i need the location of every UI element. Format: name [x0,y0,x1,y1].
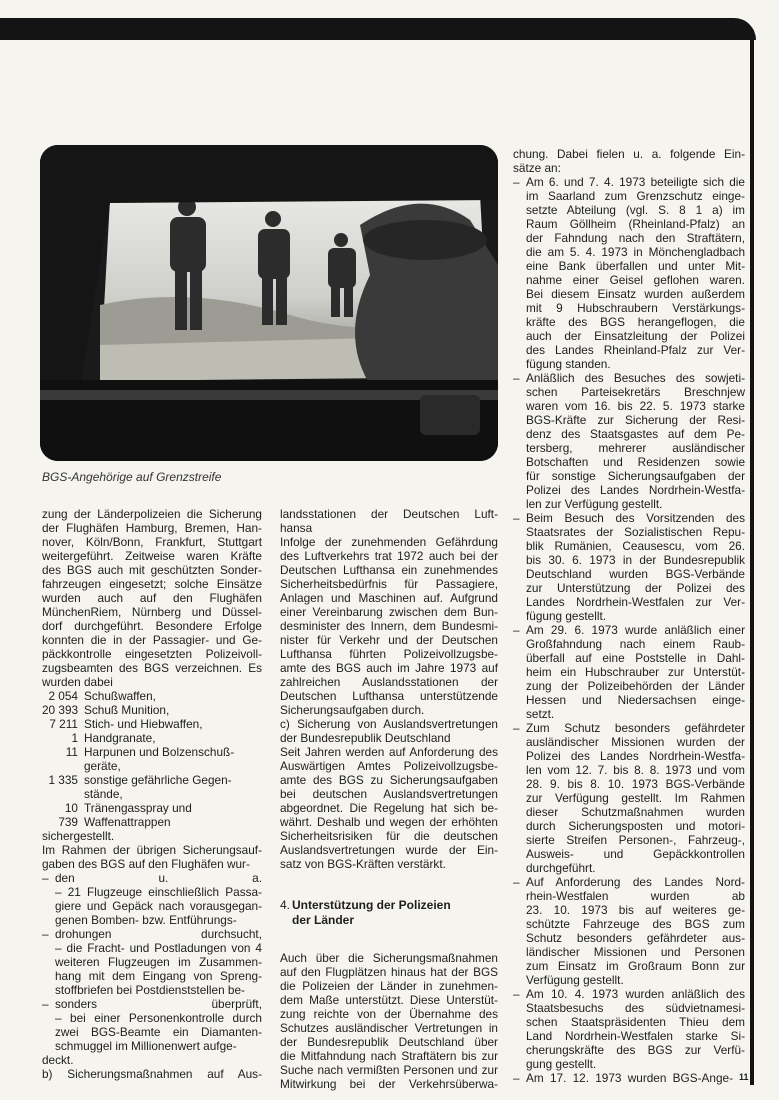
list-item-text: Tränengasspray und [84,801,192,815]
text-line: Polizei des Landes Nordrhein-Westfa- [526,749,745,763]
text-line [42,787,262,801]
text-line [42,997,262,1011]
bullet-dash: – [42,997,49,1011]
text-line: schützte Fahrzeuge des BGS zum [526,917,745,931]
text-line: wurden auch auf den Flughäfen [42,591,262,605]
text-line: im Saarland zum Grenzschutz einge- [526,189,745,203]
text-line: nover, Köln/Bonn, Frankfurt, Stuttgart [42,535,262,549]
text-line: währt. Deshalb und wegen der erhöhten [280,815,498,829]
text-line: – bei einer Personenkontrolle durch [55,1011,262,1025]
list-item-text: sonstige gefährliche Gegen- [84,773,232,787]
text-line: Staatsbesuchs des südvietnamesi- [526,1001,745,1015]
text-line: dem Maße unterstützt. Diese Unterstüt- [280,993,498,1007]
text-line: sätze an: [513,161,561,175]
bullet-dash: – [513,511,520,525]
text-line: hang mit dem Eingang von Spreng- [55,969,262,983]
text-line: fahrzeugen eingesetzt; solche Einsätze [42,577,262,591]
section-heading [280,898,451,928]
text-line: zwei BGS-Beamte ein Diamanten- [55,1025,262,1039]
text-line: – die Fracht- und Postladungen von 4 [55,941,262,955]
text-line: Anlagen und Maschinen auf. Aufgrund [280,591,498,605]
text-line: Deutschen Lufthansa ein zunehmendes [280,563,498,577]
text-line: gaben des BGS auf den Flughäfen wur- [42,857,250,871]
list-item-text: Stich- und Hiebwaffen, [84,717,203,731]
text-line: c) Sicherung von Auslandsvertretungen [280,717,498,731]
text-line [42,815,262,829]
text-line: auf den Flugplätzen hinaus hat der BGS [280,965,498,979]
bullet-dash: – [513,987,520,1001]
text-line: amte des BGS zu Sicherungsaufgaben [280,773,498,787]
text-line: cherungskräfte des BGS zur Verfü- [526,1043,745,1057]
text-line: der Bundesrepublik Deutschland [280,731,451,745]
text-line [42,759,262,773]
text-column-3 [513,147,745,1085]
text-line: zur Unterstützung der Polizei des [526,581,745,595]
text-line: sierte Streifen Personen-, Fahrzeug-, [526,833,745,847]
text-line: der Flughäfen Hamburg, Bremen, Han- [42,521,262,535]
text-line: heim ein Hubschrauber zur Unterstüt- [526,665,745,679]
text-line: dorf durchgeführt. Besondere Erfolge [42,619,262,633]
list-item-text: den u. a. [55,871,262,885]
text-line: der Bundesrepublik Deutschland über [280,1035,498,1049]
text-line: weitergeführt. Zeitweise waren Kräfte [42,549,262,563]
text-line: Lufthansa führten Polizeivollzugsbe- [280,647,498,661]
text-line: Auslandsvertretungen wurde der Ein- [280,843,498,857]
text-line: Im Rahmen der übrigen Sicherungsauf- [42,843,262,857]
list-item-text: Harpunen und Bolzenschuß- [84,745,235,759]
text-line: rhein-Westfalen wurden ab [526,889,745,903]
text-line: die Polizeien der Länder in zunehmen- [280,979,498,993]
bullet-dash: – [513,175,520,189]
list-quantity: 739 [58,815,78,829]
list-quantity: 20 393 [42,703,79,717]
text-line: setzt. [526,707,555,721]
text-line [42,703,262,717]
text-column-2 [280,507,498,871]
text-line [42,717,262,731]
text-line: Bei diesem Einsatz wurden außerdem [526,287,745,301]
text-line: ausländischer Missionen wurden der [526,735,745,749]
list-quantity: 2 054 [48,689,78,703]
text-line [513,511,745,525]
text-line: des Landes Rheinland-Pfalz zur Ver- [526,343,745,357]
text-line [42,871,262,885]
text-line: mit 9 Hubschraubern Verstärkungs- [526,301,745,315]
text-line: zung der Polizeibehörden der Länder [526,679,745,693]
text-line: setzte Abteilung (vgl. S. 8 1 a) im [526,203,745,217]
text-line: Polizei des Landes Nordrhein-Westfa- [526,483,745,497]
text-line: stoffbriefen bei Postdienststellen be- [55,983,245,997]
text-line [42,801,262,815]
text-line: zur Verfügung gestellt. Im Rahmen [526,791,745,805]
list-quantity: 11 [65,745,78,759]
text-line: Deutschen Lufthansa unterstützende [280,689,498,703]
text-line: durchgeführt. [526,861,596,875]
text-line: die Mitfahndung nach Straftätern bis zur [280,1049,498,1063]
text-line: die am 5. 4. 1973 in Mönchengladbach [526,245,745,259]
text-line: len zur Verfügung gestellt. [526,497,663,511]
text-line: Raum Göllheim (Rheinland-Pfalz) an [526,217,745,231]
bullet-dash: – [513,721,520,735]
list-item-text: Auf Anforderung des Landes Nord- [526,875,745,889]
text-line: Suche nach vermißten Personen und zur [280,1063,498,1077]
text-line: landsstationen der Deutschen Luft- [280,507,498,521]
text-line: blik Rumänien, Ceausescu, vom 26. [526,539,745,553]
text-line: fügung gestellt. [526,609,607,623]
text-line: ländischer Missionen und Personen [526,945,745,959]
text-line: gung gestellt. [526,1057,597,1071]
text-line: bis 30. 6. 1973 in der Bundesrepublik [526,553,745,567]
text-line: giere und Gepäck nach vorausgegan- [55,899,262,913]
text-line: sichergestellt. [42,829,115,843]
text-line: Sicherheitsrisiken für die deutschen [280,829,498,843]
text-line: Auswärtigen Amtes Polizeivollzugsbe- [280,759,498,773]
text-line: für sonstige Sicherungsaufgaben der [526,469,745,483]
text-line: Seit Jahren werden auf Anforderung des [280,745,498,759]
list-item-text: Handgranate, [84,731,156,745]
text-line [42,927,262,941]
text-line: weiteren Flugzeugen im Zusammen- [55,955,262,969]
list-item-text: Waffenattrappen [84,815,171,829]
text-line: des BGS auch mit geschützten Sonder- [42,563,262,577]
text-line: zahlreichen Auslandsstationen der [280,675,498,689]
text-line [513,623,745,637]
bullet-dash: – [42,871,49,885]
text-line [42,745,262,759]
text-line: len vom 12. 7. bis 8. 8. 1973 und vom [526,763,745,777]
text-line: Ausweis- und Gepäckkontrollen [526,847,745,861]
text-column-1 [42,507,262,1081]
text-line [42,689,262,703]
text-line [42,731,262,745]
text-line: Sicherungsaufgaben durch. [280,703,425,717]
photo-caption: BGS-Angehörige auf Grenzstreife [42,470,222,484]
text-line: des Luftverkehrs trat 1972 auch bei der [280,549,498,563]
text-line: MünchenRiem, Nürnberg und Düssel- [42,605,262,619]
list-item-text: Am 17. 12. 1973 wurden BGS-Ange- [526,1071,733,1085]
section-title-line-1: Unterstützung der Polizeien [292,898,451,912]
bullet-dash: – [513,1071,520,1085]
text-line: Sicherheitsbedürfnis für Passagiere, [280,577,498,591]
text-line: einer Vereinbarung zwischen dem Bun- [280,605,498,619]
text-line: Deutschland wurden BGS-Verbände [526,567,745,581]
text-line: eine Bank überfallen und unter Mit- [526,259,745,273]
text-line [513,371,745,385]
list-item-text: Beim Besuch des Vorsitzenden des [526,511,745,525]
bullet-dash: – [513,623,520,637]
text-line: Botschaften und Residenzen sowie [526,455,745,469]
list-quantity: 1 335 [48,773,78,787]
text-line: Hessen und Niedersachsen einge- [526,693,745,707]
text-line: tersberg, mehrerer ausländischer [526,441,745,455]
text-line: schen Parteisekretärs Breschnjew [526,385,745,399]
bullet-dash: – [513,875,520,889]
text-line: schmuggel im Millionenwert aufge- [55,1039,237,1053]
text-line: b) Sicherungsmaßnahmen auf Aus- [42,1067,262,1081]
text-line: Staatsrates der Sozialistischen Repu- [526,525,745,539]
text-line: päckkontrolle eingesetzten Polizeivoll- [42,647,262,661]
text-line: Infolge der zunehmenden Gefährdung [280,535,498,549]
text-line [513,721,745,735]
text-line: Schutzes ausländischer Vertretungen in [280,1021,498,1035]
text-line: hansa [280,521,313,535]
list-item-text: Schußwaffen, [84,689,156,703]
section-title-line-2: der Länder [292,913,355,927]
text-line [42,773,262,787]
text-line: kräfte des BGS herangeflogen, die [526,315,745,329]
text-line: Mitwirkung bei der Verkehrsüberwa- [280,1077,498,1091]
text-line: nister für Verkehr und der Deutschen [280,633,498,647]
text-line: deckt. [42,1053,74,1067]
header-bar [0,18,756,40]
list-item-text: Anläßlich des Besuches des sowjeti- [526,371,745,385]
list-item-text: drohungen durchsucht, [55,927,262,941]
text-line: 23. 10. 1973 bis auf weiteres ge- [526,903,745,917]
patrol-photo-image [40,145,498,461]
text-line: überfall auf eine Poststelle in Dahl- [526,651,745,665]
text-line: satz von BGS-Kräften verstärkt. [280,857,446,871]
text-line: Auch über die Sicherungsmaßnahmen [280,951,498,965]
text-line [513,1071,733,1085]
list-item-text: Am 6. und 7. 4. 1973 beteiligte sich die [526,175,745,189]
list-item-text: Am 29. 6. 1973 wurde anläßlich einer [526,623,745,637]
text-line [513,175,745,189]
text-line: waren vom 16. bis 22. 5. 1973 starke [526,399,745,413]
text-line: bei deutschen Auslandsvertretungen [280,787,498,801]
bullet-dash: – [42,927,49,941]
text-line: genen Bomben- bzw. Entführungs- [55,913,237,927]
photo-border-patrol [40,145,498,461]
text-line: der Fahndung nach den Straftätern, [526,231,745,245]
text-line: BGS-Kräfte zur Sicherung der Resi- [526,413,745,427]
text-line: auch der Einsatzleitung der Polizei [526,329,745,343]
text-line: – 21 Flugzeuge einschließlich Passa- [55,885,262,899]
list-quantity: 1 [71,731,78,745]
text-line: fügung standen. [526,357,611,371]
text-line: Land Nordrhein-Westfalen starke Si- [526,1029,745,1043]
bullet-dash: – [513,371,520,385]
section-number: 4. [280,898,291,912]
text-line: amte des BGS auch im Jahre 1973 auf [280,661,498,675]
text-line [513,987,745,1001]
page-number: 11 [739,1072,749,1082]
text-line: abgeordnet. Die Regelung hat sich be- [280,801,498,815]
text-line: zung der Länderpolizeien die Sicherung [42,507,262,521]
text-line: denz des Staatsgastes auf dem Pe- [526,427,745,441]
list-item-text: geräte, [84,759,121,773]
text-line: zung reichte von der Übernahme des [280,1007,498,1021]
text-line: 28. 9. bis 8. 10. 1973 BGS-Verbände [526,777,745,791]
list-item-text: Am 10. 4. 1973 wurden anläßlich des [526,987,745,1001]
text-line: Großfahndung nach einem Raub- [526,637,745,651]
text-line: Verfügung gestellt. [526,973,624,987]
list-quantity: 10 [64,801,78,815]
text-line: zum Einsatz im Großraum Bonn zur [526,959,745,973]
text-line: durch Sicherungsposten und motori- [526,819,745,833]
list-item-text: Zum Schutz besonders gefährdeter [526,721,745,735]
list-quantity: 7 211 [49,717,78,731]
text-line: wurden dabei [42,675,113,689]
text-line: konnten die in der Passagier- und Ge- [42,633,262,647]
text-line: Landes Nordrhein-Westfalen zur Ver- [526,595,745,609]
text-line: Schutz besonders gefährdeter aus- [526,931,745,945]
text-line [513,875,745,889]
text-line: chung. Dabei fielen u. a. folgende Ein- [513,147,745,161]
text-line: dieser Schutzmaßnahmen wurden [526,805,745,819]
text-column-2-section-4 [280,951,498,1091]
list-item-text: sonders überprüft, [55,997,262,1011]
text-line: zugsbeamten des BGS verzeichnen. Es [42,661,262,675]
list-item-text: Schuß Munition, [84,703,170,717]
page-border-rule [750,30,754,1085]
text-line: desminister des Innern, dem Bundesmi- [280,619,498,633]
text-line: schen Staatspräsidenten Thieu dem [526,1015,745,1029]
list-item-text: stände, [84,787,123,801]
text-line: nahme einer Geisel geflohen waren. [526,273,745,287]
